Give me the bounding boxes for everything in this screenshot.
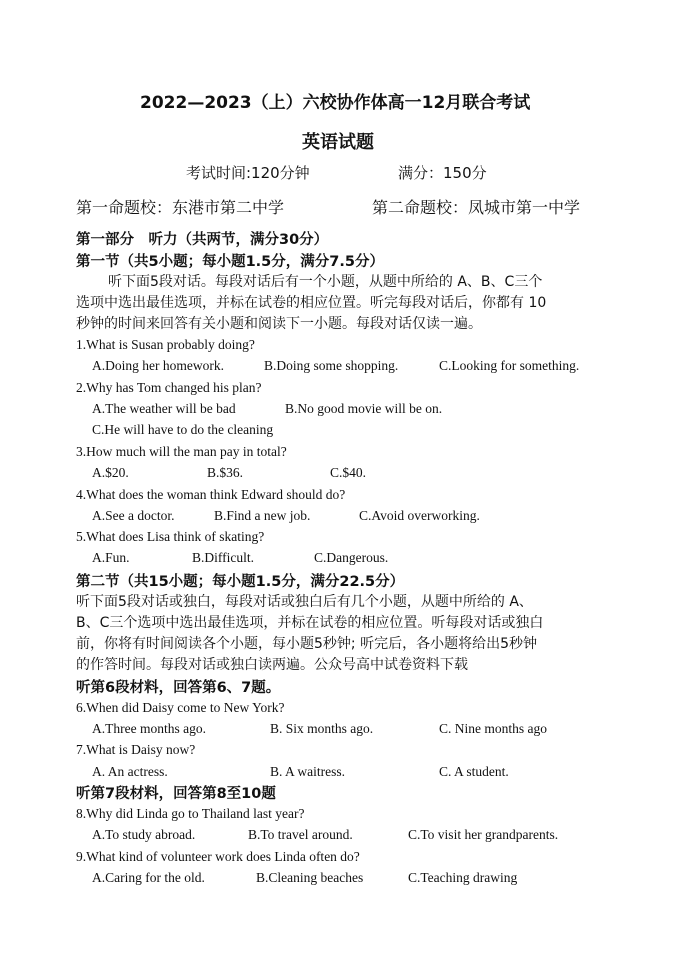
q7-option-a: A. An actress.	[92, 764, 168, 779]
q6-option-b: B. Six months ago.	[270, 721, 374, 736]
section1-instruction-line: 听下面5段对话。每段对话后有一个小题，从题中所给的 A、B、C三个	[108, 274, 543, 290]
q8-option-b: B.To travel around.	[248, 827, 353, 842]
section2-instruction-line: 听下面5段对话或独白，每段对话或独白后有几个小题，从题中所给的 A、	[76, 594, 533, 610]
q8-option-a: A.To study abroad.	[92, 827, 196, 842]
section1-instruction-line: 秒钟的时间来回答有关小题和阅读下一小题。每段对话仅读一遍。	[76, 316, 482, 332]
question-3: 3.How much will the man pay in total?	[76, 444, 287, 459]
question-2: 2.Why has Tom changed his plan?	[76, 380, 262, 395]
full-score: 满分：150分	[398, 164, 487, 182]
section2-heading: 第二节（共15小题；每小题1.5分，满分22.5分）	[76, 574, 405, 590]
section1-instruction-line: 选项中选出最佳选项，并标在试卷的相应位置。听完每段对话后，你都有 10	[76, 295, 547, 311]
q7-option-c: C. A student.	[439, 764, 509, 779]
q2-option-c: C.He will have to do the cleaning	[92, 422, 274, 437]
q2-option-b: B.No good movie will be on.	[285, 401, 443, 416]
q1-option-b: B.Doing some shopping.	[264, 358, 399, 373]
material-7-heading: 听第7段材料，回答第8至10题	[76, 786, 276, 802]
q5-option-a: A.Fun.	[92, 550, 130, 565]
section2-instruction-line: 前，你将有时间阅读各个小题，每小题5秒钟; 听完后，各小题将给出5秒钟	[76, 636, 537, 652]
q1-option-a: A.Doing her homework.	[92, 358, 224, 373]
q3-option-a: A.$20.	[92, 465, 129, 480]
q9-option-a: A.Caring for the old.	[92, 870, 205, 885]
section1-heading: 第一节（共5小题；每小题1.5分，满分7.5分）	[76, 254, 384, 270]
q9-option-b: B.Cleaning beaches	[256, 870, 364, 885]
q5-option-b: B.Difficult.	[192, 550, 254, 565]
q3-option-b: B.$36.	[207, 465, 244, 480]
q7-option-b: B. A waitress.	[270, 764, 346, 779]
q1-option-c: C.Looking for something.	[439, 358, 580, 373]
subject-title: 英语试题	[302, 132, 374, 153]
second-school: 第二命题校：凤城市第一中学	[372, 198, 581, 217]
part1-heading: 第一部分 听力（共两节，满分30分）	[76, 232, 329, 248]
q3-option-c: C.$40.	[330, 465, 367, 480]
section2-instruction-line: 的作答时间。每段对话或独白读两遍。公众号高中试卷资料下载	[76, 657, 468, 673]
section2-instruction-line: B、C三个选项中选出最佳选项，并标在试卷的相应位置。听每段对话或独白	[76, 615, 544, 631]
q6-option-c: C. Nine months ago	[439, 721, 547, 736]
q4-option-b: B.Find a new job.	[214, 508, 311, 523]
q2-option-a: A.The weather will be bad	[92, 401, 236, 416]
question-6: 6.When did Daisy come to New York?	[76, 700, 285, 715]
question-7: 7.What is Daisy now?	[76, 742, 196, 757]
question-8: 8.Why did Linda go to Thailand last year?	[76, 806, 305, 821]
first-school: 第一命题校：东港市第二中学	[76, 198, 285, 217]
material-6-heading: 听第6段材料，回答第6、7题。	[76, 680, 281, 696]
exam-time: 考试时间:120分钟	[186, 164, 310, 182]
q4-option-a: A.See a doctor.	[92, 508, 175, 523]
question-5: 5.What does Lisa think of skating?	[76, 529, 265, 544]
question-9: 9.What kind of volunteer work does Linda often do?	[76, 849, 360, 864]
q8-option-c: C.To visit her grandparents.	[408, 827, 559, 842]
q9-option-c: C.Teaching drawing	[408, 870, 518, 885]
question-4: 4.What does the woman think Edward should do?	[76, 487, 346, 502]
q5-option-c: C.Dangerous.	[314, 550, 389, 565]
q6-option-a: A.Three months ago.	[92, 721, 206, 736]
exam-title: 2022—2023（上）六校协作体高一12月联合考试	[140, 93, 531, 113]
q4-option-c: C.Avoid overworking.	[359, 508, 480, 523]
question-1: 1.What is Susan probably doing?	[76, 337, 255, 352]
